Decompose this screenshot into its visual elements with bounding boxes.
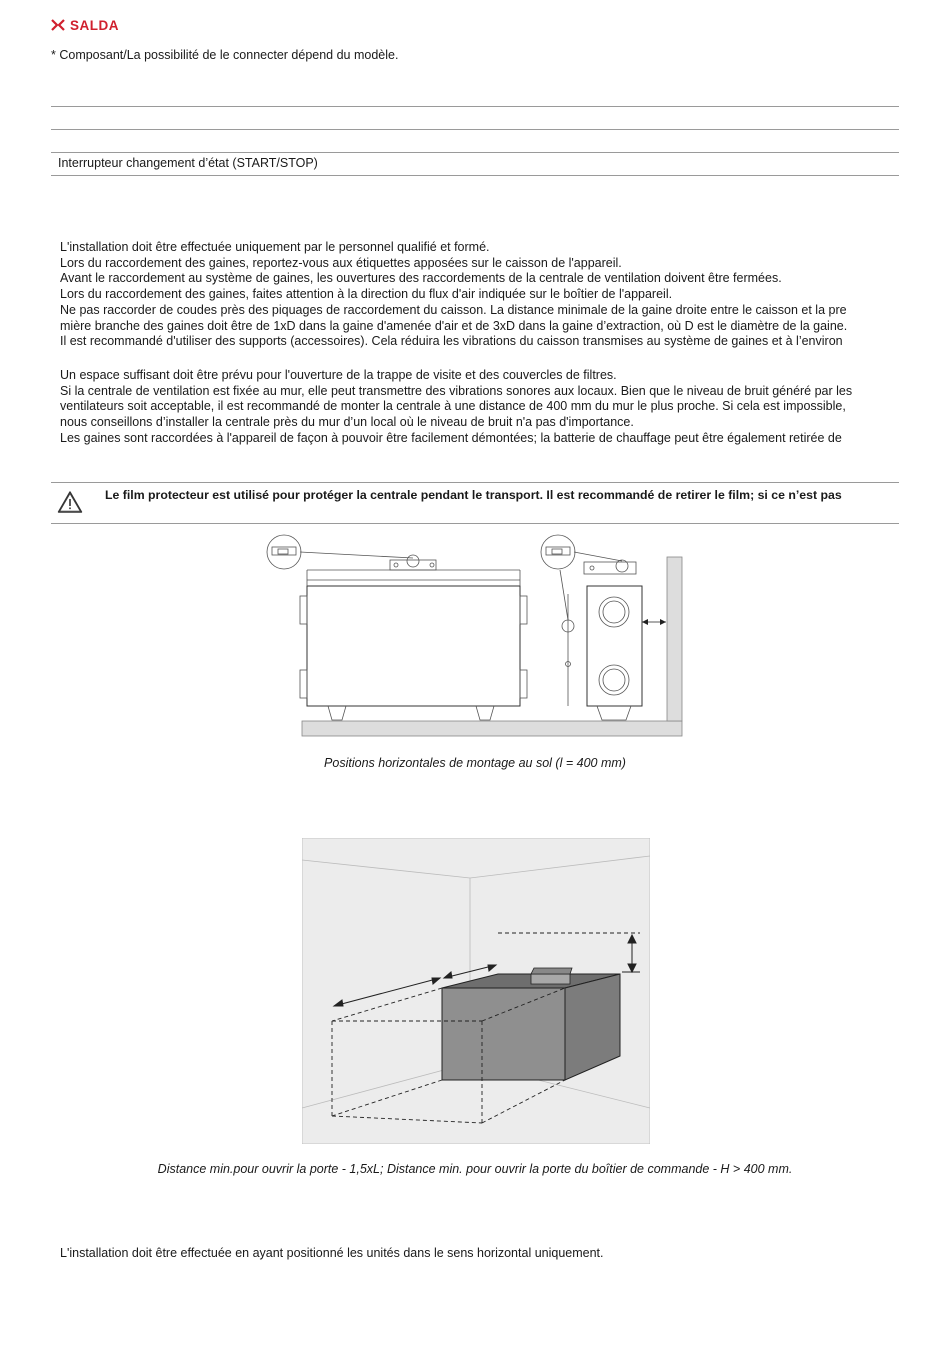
table-rule	[51, 152, 899, 153]
text-line: Il est recommandé d'utiliser des supports (accessoires). Cela réduira les vibrations du caisson transmises au système de gaines et à l’environ	[60, 334, 843, 349]
text-line: nous conseillons d’installer la centrale près du mur d’un local où le niveau de bruit n'a pas d'importance.	[60, 415, 634, 430]
text-line: Un espace suffisant doit être prévu pour l'ouverture de la trappe de visite et des couvercles de filtres.	[60, 368, 617, 382]
table-rule	[51, 129, 899, 130]
text-line: mière branche des gaines doit être de 1xD dans la gaine d'amenée d'air et de 3xD dans la gaine d’extraction, où D est le diamètre de la gaine.	[60, 318, 848, 333]
text-line: Ne pas raccorder de coudes près des piquages de raccordement du caisson. La distance minimale de la gaine droite entre le caisson et la pre	[60, 302, 847, 317]
installation-paragraph-2	[60, 368, 900, 447]
brand-logo	[51, 17, 119, 33]
table-rule	[51, 175, 899, 176]
text-line: Lors du raccordement des gaines, faites attention à la direction du flux d'air indiquée sur le boîtier de l'appareil.	[60, 287, 673, 302]
table-cell-start-stop: Interrupteur changement d’état (START/STOP)	[58, 156, 318, 170]
text-line: Les gaines sont raccordées à l'appareil de façon à pouvoir être facilement démontées; la batterie de chauffage peut être également retirée de	[60, 430, 842, 445]
text-line: Avant le raccordement au système de gaines, les ouvertures des raccordements de la centrale de ventilation doivent être fermées.	[60, 271, 782, 286]
text-line: ventilateurs soit acceptable, il est recommandé de monter la centrale à une distance de 400 mm du mur le plus proche. Si cela est impossible,	[60, 399, 846, 414]
footnote: * Composant/La possibilité de le connecter dépend du modèle.	[51, 48, 399, 62]
warning-triangle-icon	[57, 490, 83, 514]
figure-caption: Positions horizontales de montage au sol (l = 400 mm)	[324, 756, 626, 770]
floor-mounting-diagram	[262, 534, 684, 740]
figure-caption: Distance min.pour ouvrir la porte - 1,5xL; Distance min. pour ouvrir la porte du boîtier de commande - H > 400 mm.	[157, 1162, 793, 1176]
text-line: Lors du raccordement des gaines, reportez-vous aux étiquettes apposées sur le caisson de l'appareil.	[60, 255, 622, 270]
brand-name: SALDA	[70, 17, 119, 33]
warning-text: Le film protecteur est utilisé pour protéger la centrale pendant le transport. Il est recommandé de retirer le film; si ce n’est pas	[105, 488, 842, 502]
installation-paragraph-1	[60, 240, 900, 350]
text-line: Si la centrale de ventilation est fixée au mur, elle peut transmettre des vibrations sonores aux locaux. Bien que le niveau de bruit généré par les	[60, 383, 853, 398]
salda-chevrons-icon	[51, 18, 65, 32]
table-rule	[51, 106, 899, 107]
final-note: L'installation doit être effectuée en ayant positionné les unités dans le sens horizontal uniquement.	[60, 1246, 604, 1260]
warning-box	[51, 482, 899, 524]
door-clearance-diagram	[302, 838, 650, 1144]
text-line: L'installation doit être effectuée uniquement par le personnel qualifié et formé.	[60, 240, 490, 254]
